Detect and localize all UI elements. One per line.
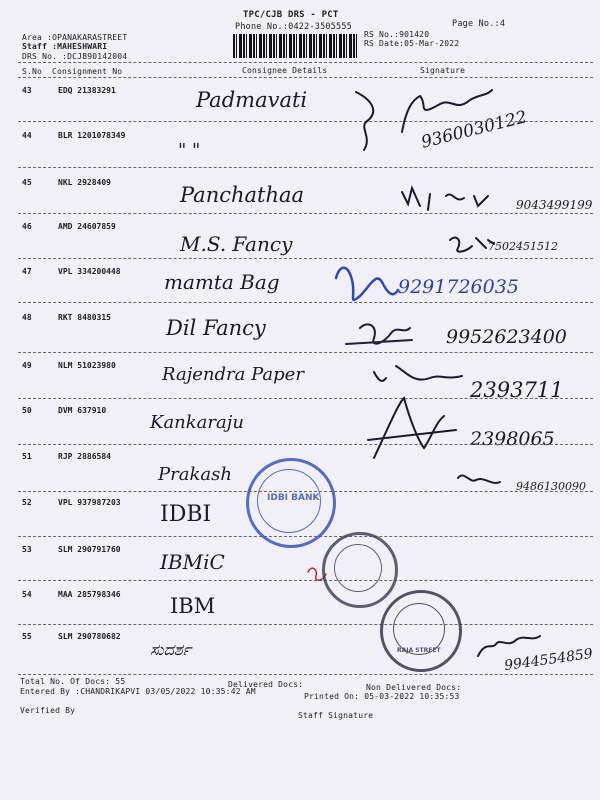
phone-number: Phone No.:0422-3505555 [235,22,352,32]
row-consignment: NKL 2928409 [58,178,111,187]
row-sno: 52 [22,498,32,507]
delivered-docs: Delivered Docs: [228,680,304,689]
signature-48 [346,324,412,344]
row-consignment: VPL 937987203 [58,498,121,507]
row-consignee: Padmavati [196,88,308,112]
row-sno: 55 [22,632,32,641]
row-consignment: RJP 2886584 [58,452,111,461]
row-sno: 44 [22,131,32,140]
row-sno: 50 [22,406,32,415]
row-consignment: SLM 290791760 [58,545,121,554]
staff-field: Staff :MAHESHWARI [22,42,108,51]
column-consignee: Consignee Details [242,66,328,75]
row-consignee: ಸುದರ್ಶ [150,640,191,659]
row-sno: 54 [22,590,32,599]
row-signature: 9952623400 [446,326,567,348]
idbi-stamp [246,458,336,548]
row-consignee: IDBI [160,502,212,527]
signature-55 [478,636,540,656]
page-number: Page No.:4 [452,19,506,29]
row-consignee: mamta Bag [164,270,280,294]
staff-signature: Staff Signature [298,711,374,720]
idbi-stamp-text: IDBI BANK [267,493,320,503]
raja-street-stamp-text: RAJA STREET [397,647,441,654]
signature-43 [402,90,492,132]
verified-by: Verified By [20,706,76,715]
round-seal-stamp [322,532,398,608]
row-consignee: Panchathaa [180,183,305,207]
column-signature: Signature [420,66,466,75]
document-title: TPC/CJB DRS - PCT [243,10,339,20]
row-sno: 53 [22,545,32,554]
signature-50 [368,398,456,458]
signature-46 [450,238,494,252]
row-signature: 2398065 [470,428,555,450]
signature-47 [336,268,398,300]
signature-45 [402,188,488,210]
row-sno: 46 [22,222,32,231]
signature-49 [374,366,462,381]
row-signature: 9043499199 [516,198,593,212]
row-sno: 45 [22,178,32,187]
row-signature: 2393711 [470,378,564,402]
entered-by: Entered By :CHANDRIKAPVI 03/05/2022 10:35:42 AM [20,687,256,696]
row-consignment: RKT 8480315 [58,313,111,322]
row-sno: 51 [22,452,32,461]
row-consignment: BLR 1201078349 [58,131,126,140]
area-field: Area :OPANAKARASTREET [22,33,128,42]
rs-date: RS Date:05-Mar-2022 [364,39,460,48]
row-consignee: " " [178,140,201,161]
column-sno: S.No [22,67,43,76]
raja-street-stamp [380,590,462,672]
row-sno: 47 [22,267,32,276]
row-consignment: DVM 637910 [58,406,107,415]
rs-number: RS No.:901420 [364,30,430,39]
row-consignee: Prakash [158,464,232,485]
total-docs: Total No. Of Docs: 55 [20,677,126,686]
row-consignment: EDQ 21383291 [58,86,116,95]
row-consignment: NLM 51023980 [58,361,116,370]
row-sno: 49 [22,361,32,370]
row-signature: 9360030122 [419,107,529,153]
row-consignment: MAA 285798346 [58,590,121,599]
bracket-scribble [356,92,373,150]
printed-on: Printed On: 05-03-2022 10:35:53 [304,692,460,701]
row-signature: 7502451512 [488,240,558,253]
row-sno: 48 [22,313,32,322]
row-consignee: IBM [170,594,216,618]
row-consignee: Dil Fancy [166,316,266,340]
non-delivered-docs: Non Delivered Docs: [366,683,462,692]
row-consignee: Rajendra Paper [162,364,304,385]
row-sno: 43 [22,86,32,95]
row-consignment: SLM 290780682 [58,632,121,641]
row-consignee: M.S. Fancy [180,232,293,256]
row-signature: 9291726035 [398,276,519,298]
row-consignee: IBMiC [160,550,225,574]
signature-51 [458,475,500,482]
row-consignee: Kankaraju [150,412,244,433]
row-consignment: VPL 334200448 [58,267,121,276]
row-consignment: AMD 24607859 [58,222,116,231]
row-signature: 9944554859 [503,645,594,675]
drs-number: DRS No. :DCJB90142004 [22,52,128,61]
row-signature: 9486130090 [516,480,586,493]
column-consignment: Consignment No [52,67,123,76]
